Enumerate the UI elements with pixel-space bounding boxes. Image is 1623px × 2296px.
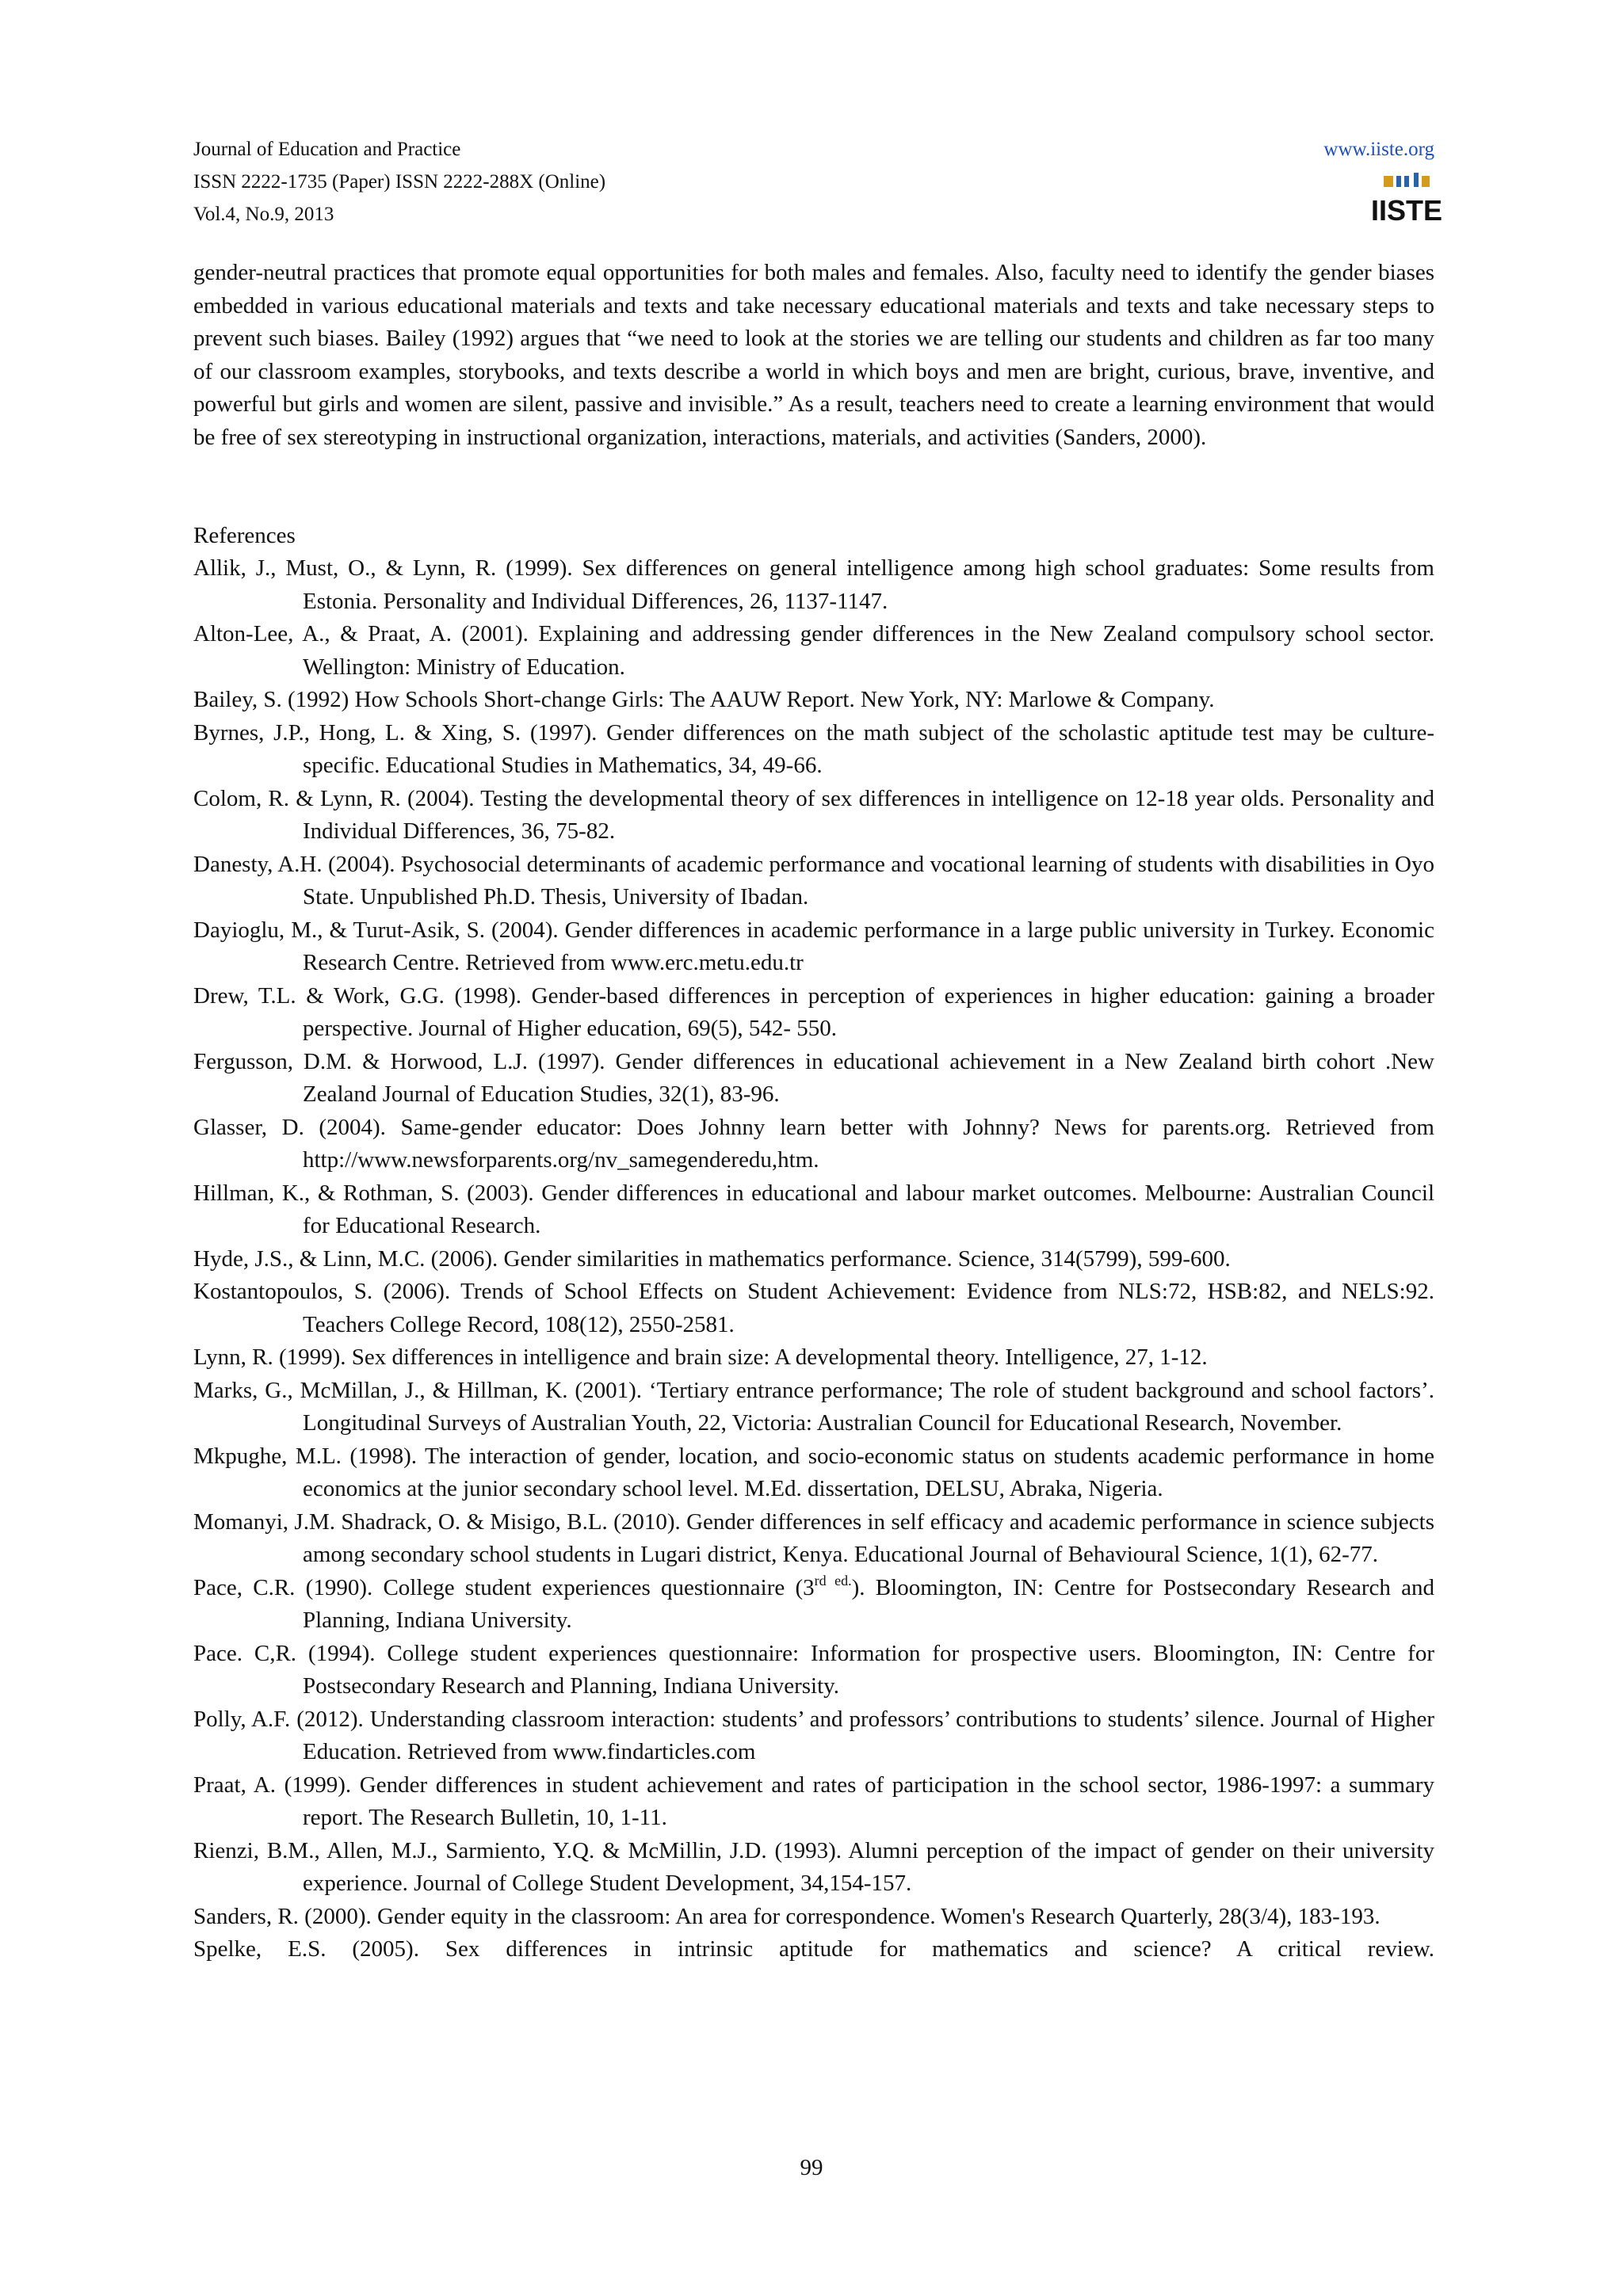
reference-item: Drew, T.L. & Work, G.G. (1998). Gender-based differences in perception of experiences in higher education: gaining a broader perspective. Journal of Higher education, 69(5), 542- 550. xyxy=(193,982,1434,1041)
reference-item: Dayioglu, M., & Turut-Asik, S. (2004). Gender differences in academic performance in a large public university in Turkey. Economic Research Centre. Retrieved from www.erc.metu.edu.tr xyxy=(193,917,1434,975)
reference-item: Rienzi, B.M., Allen, M.J., Sarmiento, Y.Q. & McMillin, J.D. (1993). Alumni perception of the impact of gender on their university experience. Journal of College Student Development, 34,154-157. xyxy=(193,1837,1434,1896)
reference-text: Pace, C.R. (1990). College student experiences questionnaire (3 xyxy=(193,1574,815,1600)
reference-item: Polly, A.F. (2012). Understanding classroom interaction: students’ and professors’ contributions to students’ silence. Journal of Higher Education. Retrieved from www.findarticles.com xyxy=(193,1706,1434,1764)
journal-title: Journal of Education and Practice xyxy=(193,139,461,160)
journal-url-link[interactable]: www.iiste.org xyxy=(1323,139,1434,160)
reference-item: Colom, R. & Lynn, R. (2004). Testing the developmental theory of sex differences in intelligence on 12-18 year olds. Personality and Individual Differences, 36, 75-82. xyxy=(193,785,1434,844)
svg-text:IISTE: IISTE xyxy=(1370,194,1443,227)
reference-item: Sanders, R. (2000). Gender equity in the classroom: An area for correspondence. Women's Research Quarterly, 28(3/4), 183-193. xyxy=(193,1903,1381,1929)
reference-item-pace-1990 xyxy=(193,1572,1434,1638)
journal-volume: Vol.4, No.9, 2013 xyxy=(193,204,334,225)
reference-item: Alton-Lee, A., & Praat, A. (2001). Explaining and addressing gender differences in the New Zealand compulsory school sector. Wellington: Ministry of Education. xyxy=(193,621,1434,680)
reference-item: Hyde, J.S., & Linn, M.C. (2006). Gender similarities in mathematics performance. Science, 314(5799), 599-600. xyxy=(193,1245,1231,1272)
reference-item: Byrnes, J.P., Hong, L. & Xing, S. (1997). Gender differences on the math subject of the scholastic aptitude test may be culture-specific. Educational Studies in Mathematics, 34, 49-66. xyxy=(193,719,1434,778)
reference-item: Praat, A. (1999). Gender differences in student achievement and rates of participation in the school sector, 1986-1997: a summary report. The Research Bulletin, 10, 1-11. xyxy=(193,1772,1434,1830)
reference-item: Lynn, R. (1999). Sex differences in intelligence and brain size: A developmental theory. Intelligence, 27, 1-12. xyxy=(193,1344,1208,1370)
iiste-logo xyxy=(1370,171,1443,230)
journal-header xyxy=(193,133,1443,231)
references-heading: References xyxy=(193,523,296,548)
reference-item: Mkpughe, M.L. (1998). The interaction of gender, location, and socio-economic status on students academic performance in home economics at the junior secondary school level. M.Ed. dissertation, DELSU, Abraka, Nigeria. xyxy=(193,1443,1434,1501)
reference-item: Pace. C,R. (1994). College student experiences questionnaire: Information for prospective users. Bloomington, IN: Centre for Postsecondary Research and Planning, Indiana University. xyxy=(193,1640,1434,1699)
reference-item: Kostantopoulos, S. (2006). Trends of School Effects on Student Achievement: Evidence from NLS:72, HSB:82, and NELS:92. Teachers College Record, 108(12), 2550-2581. xyxy=(193,1279,1434,1337)
reference-item: Bailey, S. (1992) How Schools Short-change Girls: The AAUW Report. New York, NY: Marlowe & Company. xyxy=(193,687,1215,712)
body-paragraph: gender-neutral practices that promote equal opportunities for both males and females. Also, faculty need to identify the gender biases embedded in various educational materials and texts and take necessary educational materials and texts and take necessary steps to prevent such biases. Bailey (1992) argues that “we need to look at the stories we are telling our students and children as far too many of our classroom examples, storybooks, and texts describe a world in which boys and men are bright, curious, brave, inventive, and powerful but girls and women are silent, passive and invisible.” As a result, teachers need to create a learning environment that would be free of sex stereotyping in instructional organization, interactions, materials, and activities (Sanders, 2000). xyxy=(193,260,1434,450)
references-list xyxy=(193,552,1434,1966)
body-text xyxy=(193,257,1434,454)
superscript-edition: rd ed. xyxy=(814,1572,852,1589)
reference-item: Momanyi, J.M. Shadrack, O. & Misigo, B.L. (2010). Gender differences in self efficacy and academic performance in science subjects among secondary school students in Lugari district, Kenya. Educational Journal of Behavioural Science, 1(1), 62-77. xyxy=(193,1508,1434,1567)
journal-issn: ISSN 2222-1735 (Paper) ISSN 2222-288X (Online) xyxy=(193,171,606,193)
reference-item: Spelke, E.S. (2005). Sex differences in intrinsic aptitude for mathematics and science? A critical review. xyxy=(193,1936,1434,1962)
reference-item: Fergusson, D.M. & Horwood, L.J. (1997). Gender differences in educational achievement in a New Zealand birth cohort .New Zealand Journal of Education Studies, 32(1), 83-96. xyxy=(193,1048,1434,1107)
reference-item: Glasser, D. (2004). Same-gender educator: Does Johnny learn better with Johnny? News for parents.org. Retrieved from http://www.newsforparents.org/nv_samegenderedu,htm. xyxy=(193,1114,1434,1173)
page-number: 99 xyxy=(800,2155,823,2180)
reference-text: ). Bloomington, IN: Centre for Postsecondary Research and Planning, Indiana University. xyxy=(303,1574,1434,1633)
reference-item: Hillman, K., & Rothman, S. (2003). Gender differences in educational and labour market outcomes. Melbourne: Australian Council for Educational Research. xyxy=(193,1180,1434,1238)
reference-item: Allik, J., Must, O., & Lynn, R. (1999). Sex differences on general intelligence among high school graduates: Some results from Estonia. Personality and Individual Differences, 26, 1137-1147. xyxy=(193,555,1434,614)
reference-item: Danesty, A.H. (2004). Psychosocial determinants of academic performance and vocational learning of students with disabilities in Oyo State. Unpublished Ph.D. Thesis, University of Ibadan. xyxy=(193,851,1434,910)
reference-item: Marks, G., McMillan, J., & Hillman, K. (2001). ‘Tertiary entrance performance; The role of student background and school factors’. Longitudinal Surveys of Australian Youth, 22, Victoria: Australian Council for Educational Research, November. xyxy=(193,1377,1434,1436)
